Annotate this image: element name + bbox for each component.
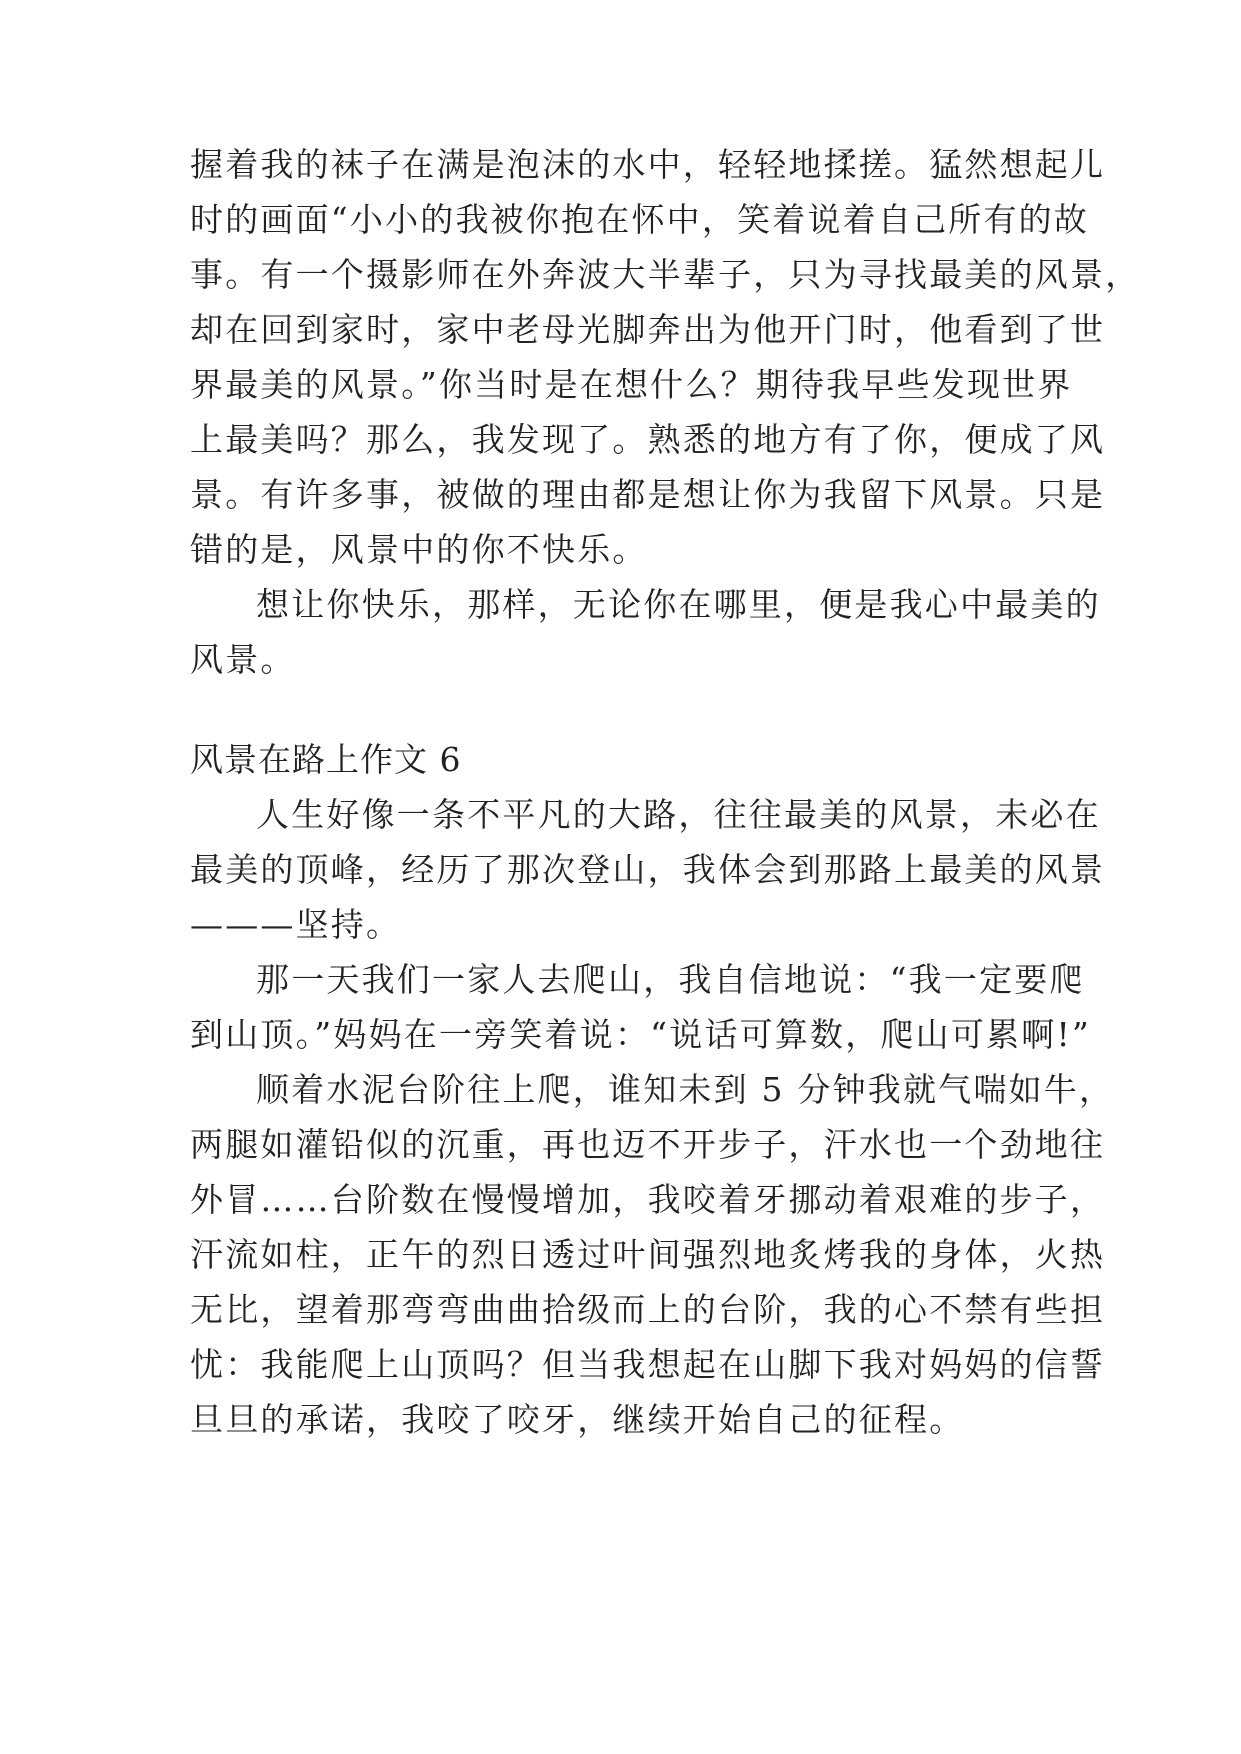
paragraph-line: 旦旦的承诺，我咬了咬牙，继续开始自己的征程。 <box>190 1400 965 1439</box>
paragraph-line: 人生好像一条不平凡的大路，往往最美的风景，未必在 <box>256 795 1101 834</box>
paragraph-line: 无比，望着那弯弯曲曲拾级而上的台阶，我的心不禁有些担 <box>190 1290 1106 1329</box>
paragraph-line: 最美的顶峰，经历了那次登山，我体会到那路上最美的风景 <box>190 850 1106 889</box>
paragraph-line: ———坚持。 <box>190 905 402 944</box>
paragraph-line: 风景。 <box>190 640 296 679</box>
paragraph-line: 汗流如柱，正午的烈日透过叶间强烈地炙烤我的身体，火热 <box>190 1235 1106 1274</box>
paragraph-line: 到山顶。”妈妈在一旁笑着说：“说话可算数，爬山可累啊!” <box>190 1015 1091 1054</box>
paragraph-line: 那一天我们一家人去爬山，我自信地说：“我一定要爬 <box>256 960 1085 999</box>
paragraph-line: 想让你快乐，那样，无论你在哪里，便是我心中最美的 <box>256 585 1101 624</box>
paragraph-line: 景。有许多事，被做的理由都是想让你为我留下风景。只是 <box>190 475 1106 514</box>
paragraph-line: 却在回到家时，家中老母光脚奔出为他开门时，他看到了世 <box>190 310 1106 349</box>
paragraph-line: 顺着水泥台阶往上爬，谁知未到 5 分钟我就气喘如牛， <box>256 1070 1115 1109</box>
section-heading: 风景在路上作文 6 <box>190 740 462 779</box>
paragraph-line: 握着我的袜子在满是泡沫的水中，轻轻地揉搓。猛然想起儿 <box>190 145 1106 184</box>
paragraph-line: 两腿如灌铅似的沉重，再也迈不开步子，汗水也一个劲地往 <box>190 1125 1106 1164</box>
paragraph-line: 界最美的风景。”你当时是在想什么？期待我早些发现世界 <box>190 365 1073 404</box>
paragraph-line: 忧：我能爬上山顶吗？但当我想起在山脚下我对妈妈的信誓 <box>190 1345 1106 1384</box>
paragraph-line: 错的是，风景中的你不快乐。 <box>190 530 648 569</box>
paragraph-line: 时的画面“小小的我被你抱在怀中，笑着说着自己所有的故 <box>190 200 1090 239</box>
paragraph-line: 外冒……台阶数在慢慢增加，我咬着牙挪动着艰难的步子， <box>190 1180 1106 1219</box>
paragraph-line: 上最美吗？那么，我发现了。熟悉的地方有了你，便成了风 <box>190 420 1106 459</box>
paragraph-line: 事。有一个摄影师在外奔波大半辈子，只为寻找最美的风景， <box>190 255 1141 294</box>
document-page <box>190 0 1141 1754</box>
